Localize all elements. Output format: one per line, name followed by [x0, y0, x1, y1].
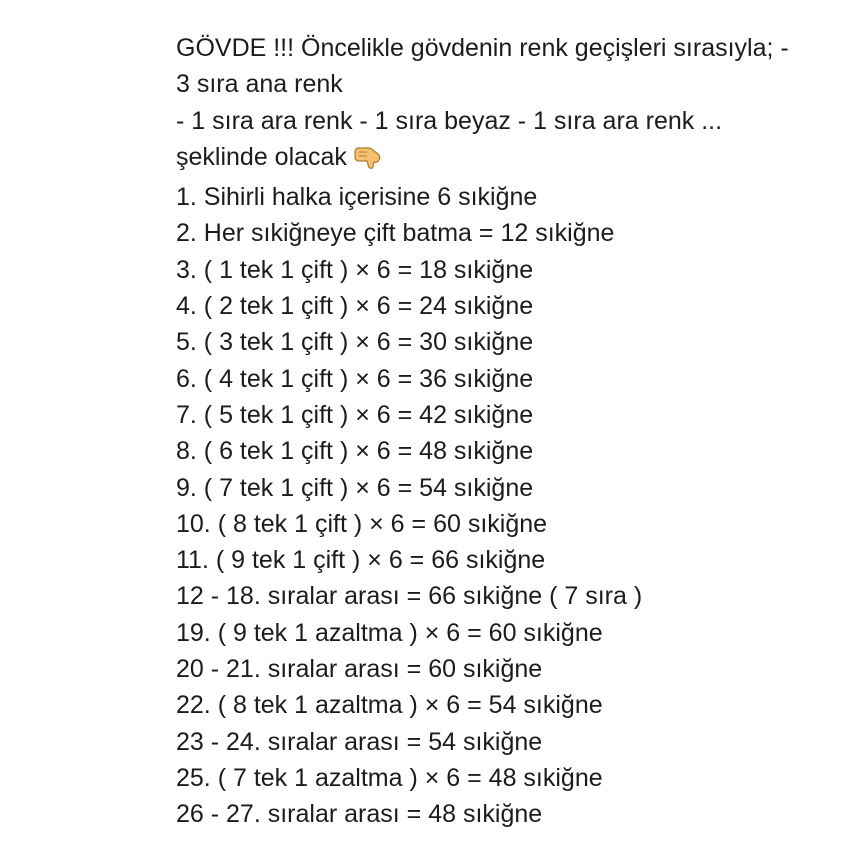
step-line: 26 - 27. sıralar arası = 48 sıkiğne — [176, 800, 543, 829]
step-line: 19. ( 9 tek 1 azaltma ) × 6 = 60 sıkiğne — [176, 618, 603, 647]
step-line: 9. ( 7 tek 1 çift ) × 6 = 54 sıkiğne — [176, 473, 534, 502]
step-line: 20 - 21. sıralar arası = 60 sıkiğne — [176, 655, 543, 684]
step-line: 7. ( 5 tek 1 çift ) × 6 = 42 sıkiğne — [176, 400, 534, 429]
intro-line-2: 3 sıra ana renk — [176, 70, 343, 99]
hand-pointing-down-icon — [353, 143, 383, 179]
intro-line-4-text: şeklinde olacak — [176, 142, 347, 171]
step-line: 5. ( 3 tek 1 çift ) × 6 = 30 sıkiğne — [176, 328, 534, 357]
step-line: 25. ( 7 tek 1 azaltma ) × 6 = 48 sıkiğne — [176, 763, 603, 792]
step-line: 23 - 24. sıralar arası = 54 sıkiğne — [176, 727, 543, 756]
pattern-text — [176, 30, 846, 833]
step-line: 4. ( 2 tek 1 çift ) × 6 = 24 sıkiğne — [176, 292, 534, 321]
step-line: 3. ( 1 tek 1 çift ) × 6 = 18 sıkiğne — [176, 255, 534, 284]
step-line: 12 - 18. sıralar arası = 66 sıkiğne ( 7 sıra ) — [176, 582, 643, 611]
step-line: 2. Her sıkiğneye çift batma = 12 sıkiğne — [176, 219, 615, 248]
step-line: 10. ( 8 tek 1 çift ) × 6 = 60 sıkiğne — [176, 509, 548, 538]
intro-line-1: GÖVDE !!! Öncelikle gövdenin renk geçişleri sırasıyla; - — [176, 34, 789, 62]
step-line: 11. ( 9 tek 1 çift ) × 6 = 66 sıkiğne — [176, 546, 546, 575]
intro-line-4 — [176, 139, 846, 179]
step-line: 8. ( 6 tek 1 çift ) × 6 = 48 sıkiğne — [176, 437, 534, 466]
intro-line-3: - 1 sıra ara renk - 1 sıra beyaz - 1 sıra ara renk ... — [176, 106, 723, 135]
steps-list — [176, 179, 846, 832]
step-line: 1. Sihirli halka içerisine 6 sıkiğne — [176, 183, 538, 212]
step-line: 6. ( 4 tek 1 çift ) × 6 = 36 sıkiğne — [176, 364, 534, 393]
step-line: 22. ( 8 tek 1 azaltma ) × 6 = 54 sıkiğne — [176, 691, 603, 720]
